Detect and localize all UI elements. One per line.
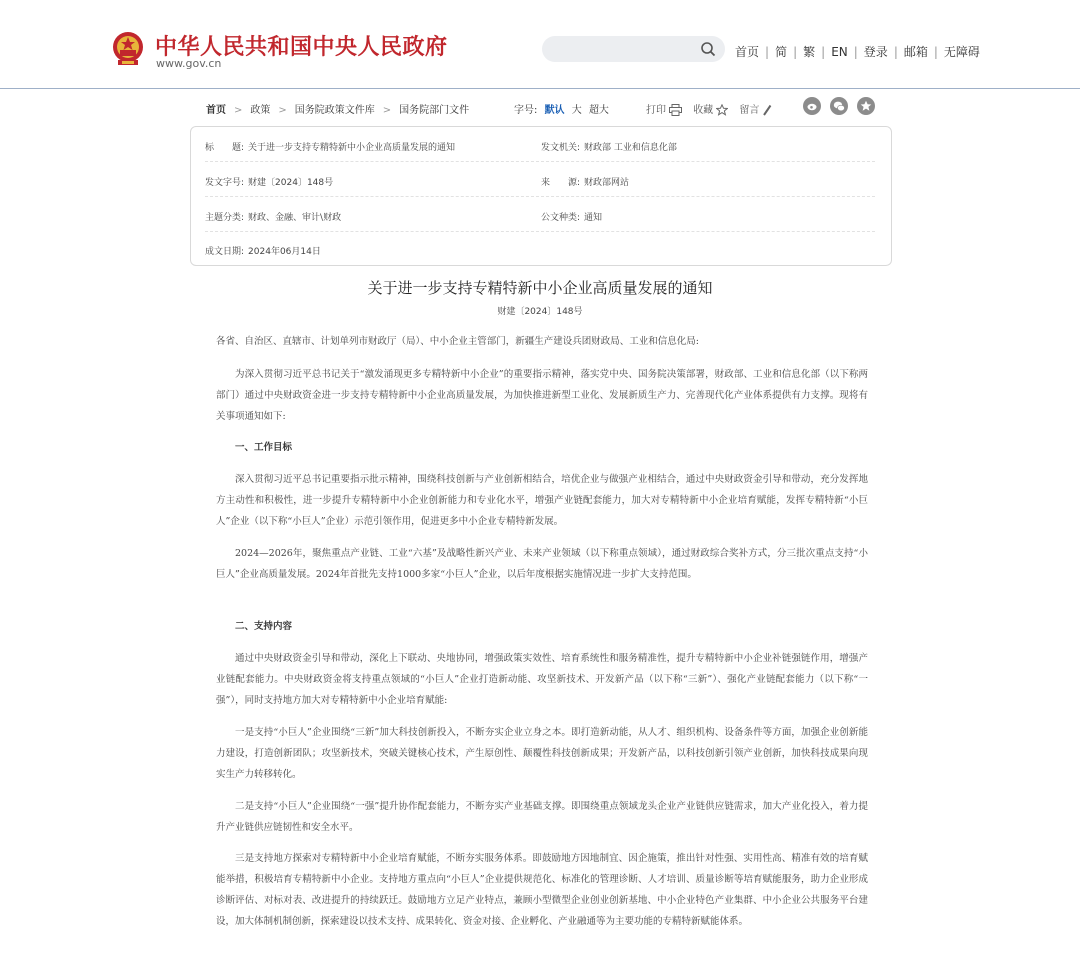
section-heading-content: 二、支持内容 xyxy=(235,621,293,632)
article-paragraph-point-one: 一是支持“小巨人”企业围绕“三新”加大科技创新投入，不断夯实企业立身之本。即打造新动能，从人才、组织机构、设备条件等方面，加强企业创新能力建设，打造创新团队；攻坚新技术，突破关键核心技术，产生原创性、颠覆性科技创新成果；开发新产品，以科技创新引领产业创新，加快科技成果向现实生产力转移转化。 xyxy=(216,727,868,780)
source-label: 来 源: xyxy=(541,178,581,188)
nav-simplified[interactable]: 简 xyxy=(775,45,788,59)
title-value: 关于进一步支持专精特新中小企业高质量发展的通知 xyxy=(248,143,456,153)
section-heading-goals: 一、工作目标 xyxy=(235,442,293,453)
article-doc-number: 财建〔2024〕148号 xyxy=(497,307,583,317)
nav-accessibility[interactable]: 无障碍 xyxy=(943,45,980,59)
topic-value: 财政、金融、审计\财政 xyxy=(248,213,342,223)
breadcrumb-dept-docs[interactable]: 国务院部门文件 xyxy=(399,105,470,116)
article-paragraph-scope: 2024—2026年，聚焦重点产业链、工业“六基”及战略性新兴产业、未来产业领域（以下称重点领域），通过财政综合奖补方式，分三批次重点支持“小巨人”企业高质量发展。2024年首批先支持1000多家“小巨人”企业，以后年度根据实施情况进一步扩大支持范围。 xyxy=(216,548,868,580)
top-nav: 首页 | 简 | 繁 | EN | 登录 | 邮箱 | 无障碍 xyxy=(735,45,980,59)
print-button[interactable] xyxy=(646,105,682,116)
issuer-value: 财政部 工业和信息化部 xyxy=(584,143,677,153)
font-size-xlarge[interactable]: 超大 xyxy=(588,105,609,116)
site-header xyxy=(0,0,1080,89)
info-row-topic xyxy=(205,197,875,232)
docno-label: 发文字号: xyxy=(205,178,245,188)
nav-login[interactable]: 登录 xyxy=(863,45,888,59)
article-title: 关于进一步支持专精特新中小企业高质量发展的通知 xyxy=(367,279,713,297)
breadcrumb-home[interactable]: 首页 xyxy=(206,105,226,116)
issuer-label: 发文机关: xyxy=(541,143,581,153)
article-paragraph-intro: 为深入贯彻习近平总书记关于“激发涌现更多专精特新中小企业”的重要指示精神，落实党中央、国务院决策部署，财政部、工业和信息化部（以下称两部门）通过中央财政资金进一步支持专精特新中小企业高质量发展，为加快推进新型工业化、发展新质生产力、完善现代化产业体系提供有力支撑。现将有关事项通知如下: xyxy=(216,369,868,422)
title-label: 标 题: xyxy=(205,143,245,153)
article-paragraph-support: 通过中央财政资金引导和带动，深化上下联动、央地协同，增强政策实效性、培育系统性和服务精准性，提升专精特新中小企业补链强链作用，增强产业链配套能力。中央财政资金将支持重点领域的“小巨人”企业打造新动能、攻坚新技术、开发新产品（以下称“三新”）、强化产业链配套能力（以下称“一强”），同时支持地方加大对专精特新中小企业培育赋能: xyxy=(216,653,868,706)
wechat-share-icon[interactable] xyxy=(830,97,848,115)
site-title[interactable]: 中华人民共和国中央人民政府 xyxy=(155,34,448,60)
tool-bar xyxy=(646,101,780,116)
font-size-default[interactable]: 默认 xyxy=(544,105,565,116)
breadcrumb-policy[interactable]: 政策 xyxy=(250,105,271,116)
document-info-box xyxy=(190,126,892,266)
printer-icon xyxy=(669,104,682,116)
pencil-icon xyxy=(762,104,772,116)
weibo-share-icon[interactable] xyxy=(803,97,821,115)
info-row-date xyxy=(205,231,875,265)
info-row-docno xyxy=(205,162,875,197)
docno-value: 财建〔2024〕148号 xyxy=(248,178,334,188)
national-emblem-icon[interactable] xyxy=(111,31,145,67)
nav-mail[interactable]: 邮箱 xyxy=(903,45,928,59)
article-recipients: 各省、自治区、直辖市、计划单列市财政厅（局）、中小企业主管部门，新疆生产建设兵团财政局、工业和信息化局: xyxy=(216,336,699,347)
star-icon xyxy=(716,104,728,116)
breadcrumb: 首页 > 政策 > 国务院政策文件库 > 国务院部门文件 xyxy=(206,105,470,116)
search-icon[interactable] xyxy=(700,41,716,57)
date-label: 成文日期: xyxy=(205,247,245,257)
comment-button[interactable] xyxy=(739,105,772,116)
font-size-large[interactable]: 大 xyxy=(571,105,582,116)
article-paragraph-point-three: 三是支持地方探索对专精特新中小企业培育赋能，不断夯实服务体系。即鼓励地方因地制宜、因企施策，推出针对性强、实用性高、精准有效的培育赋能举措，积极培育专精特新中小企业。支持地方重点向“小巨人”企业提供规范化、标准化的管理诊断、人才培训、质量诊断等培育赋能服务，助力企业形成诊断评估、对标对表、改进提升的持续跃迁。鼓励地方立足产业特点，兼顾小型微型企业创业创新基地、中小企业特色产业集群、中小企业公共服务平台建设，加大体制机制创新，探索建设以技术支持、成果转化、资金对接、企业孵化、产业融通等为主要功能的专精特新赋能体系。 xyxy=(216,853,868,927)
article-paragraph-point-two: 二是支持“小巨人”企业围绕“一强”提升协作配套能力，不断夯实产业基础支撑。即围绕重点领域龙头企业产业链供应链需求，加大产业化投入，着力提升产业链供应链韧性和安全水平。 xyxy=(216,801,868,833)
favorite-label: 收藏 xyxy=(693,105,714,116)
qzone-share-icon[interactable] xyxy=(857,97,875,115)
font-size-switcher xyxy=(514,101,613,116)
comment-label: 留言 xyxy=(739,105,760,116)
type-value: 通知 xyxy=(584,213,603,223)
breadcrumb-library[interactable]: 国务院政策文件库 xyxy=(294,105,375,116)
nav-english[interactable]: EN xyxy=(831,45,848,59)
print-label: 打印 xyxy=(646,105,666,116)
info-row-title xyxy=(205,127,875,162)
font-size-label: 字号: xyxy=(514,105,538,116)
nav-home[interactable]: 首页 xyxy=(735,45,760,59)
article-paragraph-goals: 深入贯彻习近平总书记重要指示批示精神，围绕科技创新与产业创新相结合，培优企业与做强产业相结合，通过中央财政资金引导和带动，充分发挥地方主动性和积极性，进一步提升专精特新中小企业创新能力和专业化水平，增强产业链配套能力，加大对专精特新中小企业培育赋能，发挥专精特新“小巨人”企业（以下称“小巨人”企业）示范引领作用，促进更多中小企业专精特新发展。 xyxy=(216,474,868,527)
source-value: 财政部网站 xyxy=(584,178,630,188)
topic-label: 主题分类: xyxy=(205,213,245,223)
date-value: 2024年06月14日 xyxy=(248,247,321,257)
nav-traditional[interactable]: 繁 xyxy=(803,45,816,59)
search-input[interactable] xyxy=(542,36,725,62)
favorite-button[interactable] xyxy=(693,105,728,116)
site-url: www.gov.cn xyxy=(156,57,222,70)
type-label: 公文种类: xyxy=(541,213,581,223)
